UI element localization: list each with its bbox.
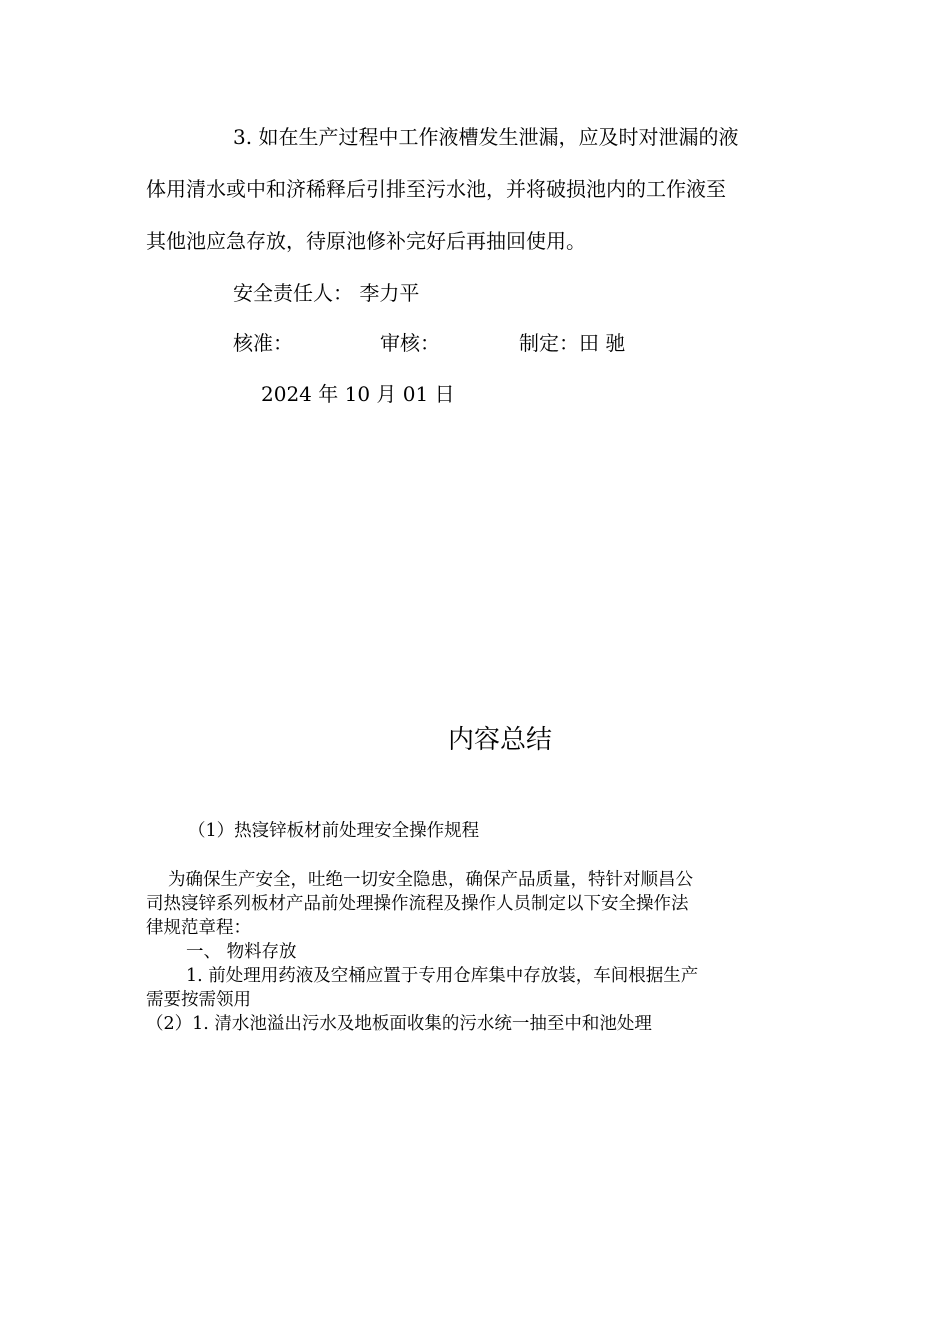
- item-line: 1. 前处理用药液及空桶应置于专用仓库集中存放装，车间根据生产: [186, 966, 699, 986]
- item-line: 需要按需领用: [146, 990, 251, 1010]
- document-date: 2024 年 10 月 01 日: [261, 382, 455, 406]
- summary-intro-line: 为确保生产安全，吐绝一切安全隐患，确保产品质量，特针对顺昌公: [168, 870, 693, 890]
- summary-intro-line: 律规范章程：: [146, 918, 251, 938]
- summary-heading: （1）热寖锌板材前处理安全操作规程: [188, 821, 480, 841]
- safety-responsible-person: 安全责任人： 李力平: [233, 281, 420, 305]
- approve-label: 核准：: [233, 331, 293, 355]
- summary-title: 内容总结: [448, 725, 553, 755]
- paragraph-line: 体用清水或中和济稀释后引排至污水池，并将破损池内的工作液至: [146, 177, 726, 201]
- paragraph-line: 其他池应急存放，待原池修补完好后再抽回使用。: [146, 229, 586, 253]
- prepared-by: 制定：田 驰: [519, 331, 626, 355]
- review-label: 审核：: [380, 331, 440, 355]
- paragraph-line: 3. 如在生产过程中工作液槽发生泄漏，应及时对泄漏的液: [233, 125, 739, 149]
- section-heading: 一、 物料存放: [186, 942, 297, 962]
- item-line: （2）1. 清水池溢出污水及地板面收集的污水统一抽至中和池处理: [146, 1014, 652, 1034]
- summary-intro-line: 司热寖锌系列板材产品前处理操作流程及操作人员制定以下安全操作法: [146, 894, 689, 914]
